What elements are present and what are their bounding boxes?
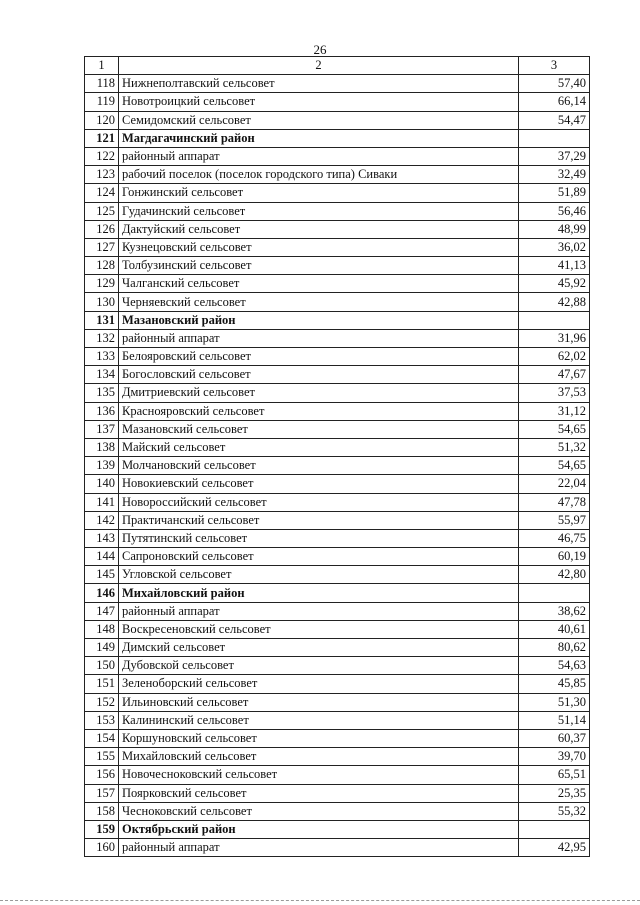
row-name: Путятинский сельсовет [119, 529, 519, 547]
row-name: Октябрьский район [119, 820, 519, 838]
row-name: Дмитриевский сельсовет [119, 384, 519, 402]
row-name: районный аппарат [119, 147, 519, 165]
row-value: 80,62 [519, 639, 590, 657]
row-value: 37,53 [519, 384, 590, 402]
table-row [85, 93, 590, 111]
row-number: 158 [85, 802, 119, 820]
table-row [85, 184, 590, 202]
row-value: 60,37 [519, 729, 590, 747]
row-value: 54,47 [519, 111, 590, 129]
row-number: 122 [85, 147, 119, 165]
row-value: 22,04 [519, 475, 590, 493]
row-name: Михайловский сельсовет [119, 748, 519, 766]
table-row [85, 384, 590, 402]
row-value: 47,78 [519, 493, 590, 511]
table-row [85, 457, 590, 475]
row-name: Новокиевский сельсовет [119, 475, 519, 493]
row-value [519, 129, 590, 147]
row-name: Гудачинский сельсовет [119, 202, 519, 220]
row-value: 32,49 [519, 166, 590, 184]
row-value: 51,89 [519, 184, 590, 202]
header-col-2: 2 [119, 57, 519, 75]
row-value [519, 584, 590, 602]
table-row [85, 802, 590, 820]
row-number: 139 [85, 457, 119, 475]
table-row [85, 784, 590, 802]
row-value: 46,75 [519, 529, 590, 547]
row-name: Ильиновский сельсовет [119, 693, 519, 711]
table-row [85, 202, 590, 220]
row-number: 119 [85, 93, 119, 111]
data-table [84, 56, 590, 857]
row-name: Майский сельсовет [119, 438, 519, 456]
table-row [85, 602, 590, 620]
row-name: Новотроицкий сельсовет [119, 93, 519, 111]
page-number: 26 [313, 42, 327, 57]
row-name: Зеленоборский сельсовет [119, 675, 519, 693]
header-col-3: 3 [519, 57, 590, 75]
row-name: районный аппарат [119, 839, 519, 857]
row-value: 54,65 [519, 457, 590, 475]
table-row [85, 548, 590, 566]
row-name: Угловской сельсовет [119, 566, 519, 584]
table-row [85, 75, 590, 93]
row-name: Воскресеновский сельсовет [119, 620, 519, 638]
table-row [85, 529, 590, 547]
table-row [85, 493, 590, 511]
row-number: 134 [85, 366, 119, 384]
row-number: 141 [85, 493, 119, 511]
table-row [85, 111, 590, 129]
table-row [85, 511, 590, 529]
row-value: 45,92 [519, 275, 590, 293]
header-col-1: 1 [85, 57, 119, 75]
row-number: 125 [85, 202, 119, 220]
row-name: Толбузинский сельсовет [119, 257, 519, 275]
row-number: 118 [85, 75, 119, 93]
row-value: 40,61 [519, 620, 590, 638]
row-name: Мазановский сельсовет [119, 420, 519, 438]
row-name: Димский сельсовет [119, 639, 519, 657]
table-row [85, 348, 590, 366]
row-name: Практичанский сельсовет [119, 511, 519, 529]
row-number: 149 [85, 639, 119, 657]
row-name: Гонжинский сельсовет [119, 184, 519, 202]
row-value: 38,62 [519, 602, 590, 620]
row-value: 45,85 [519, 675, 590, 693]
row-value: 65,51 [519, 766, 590, 784]
row-number: 129 [85, 275, 119, 293]
row-name: Дубовской сельсовет [119, 657, 519, 675]
row-number: 127 [85, 238, 119, 256]
row-name: Богословский сельсовет [119, 366, 519, 384]
row-value: 48,99 [519, 220, 590, 238]
table-row [85, 166, 590, 184]
row-name: Дактуйский сельсовет [119, 220, 519, 238]
row-value: 55,32 [519, 802, 590, 820]
row-value: 31,12 [519, 402, 590, 420]
table-row [85, 220, 590, 238]
table-row [85, 693, 590, 711]
row-name: Чалганский сельсовет [119, 275, 519, 293]
row-name: Белояровский сельсовет [119, 348, 519, 366]
row-number: 146 [85, 584, 119, 602]
row-value: 55,97 [519, 511, 590, 529]
row-value: 54,65 [519, 420, 590, 438]
row-number: 137 [85, 420, 119, 438]
row-number: 147 [85, 602, 119, 620]
table-row [85, 475, 590, 493]
row-value: 62,02 [519, 348, 590, 366]
row-name: Михайловский район [119, 584, 519, 602]
table-row [85, 766, 590, 784]
row-name: Кузнецовский сельсовет [119, 238, 519, 256]
row-name: Мазановский район [119, 311, 519, 329]
row-number: 150 [85, 657, 119, 675]
row-number: 135 [85, 384, 119, 402]
row-number: 153 [85, 711, 119, 729]
row-name: рабочий поселок (поселок городского типа) Сиваки [119, 166, 519, 184]
row-number: 159 [85, 820, 119, 838]
row-value: 57,40 [519, 75, 590, 93]
row-name: Чесноковский сельсовет [119, 802, 519, 820]
row-name: Магдагачинский район [119, 129, 519, 147]
row-value: 51,32 [519, 438, 590, 456]
row-value: 47,67 [519, 366, 590, 384]
row-number: 145 [85, 566, 119, 584]
row-value: 41,13 [519, 257, 590, 275]
table-row [85, 639, 590, 657]
table-row [85, 620, 590, 638]
header-row [85, 57, 590, 75]
row-number: 132 [85, 329, 119, 347]
row-number: 136 [85, 402, 119, 420]
row-number: 124 [85, 184, 119, 202]
row-value: 56,46 [519, 202, 590, 220]
district-row [85, 584, 590, 602]
row-number: 151 [85, 675, 119, 693]
row-value [519, 820, 590, 838]
row-value: 54,63 [519, 657, 590, 675]
table-row [85, 566, 590, 584]
table-row [85, 329, 590, 347]
row-value: 25,35 [519, 784, 590, 802]
row-number: 126 [85, 220, 119, 238]
row-value: 51,30 [519, 693, 590, 711]
table-row [85, 257, 590, 275]
row-value: 66,14 [519, 93, 590, 111]
row-name: Нижнеполтавский сельсовет [119, 75, 519, 93]
row-number: 154 [85, 729, 119, 747]
district-row [85, 129, 590, 147]
district-row [85, 311, 590, 329]
row-name: районный аппарат [119, 329, 519, 347]
row-number: 148 [85, 620, 119, 638]
row-value: 37,29 [519, 147, 590, 165]
district-row [85, 820, 590, 838]
table-row [85, 729, 590, 747]
row-name: Сапроновский сельсовет [119, 548, 519, 566]
row-number: 130 [85, 293, 119, 311]
table-row [85, 366, 590, 384]
row-number: 152 [85, 693, 119, 711]
table-row [85, 748, 590, 766]
row-number: 142 [85, 511, 119, 529]
row-number: 131 [85, 311, 119, 329]
row-number: 144 [85, 548, 119, 566]
row-value: 42,88 [519, 293, 590, 311]
row-name: Молчановский сельсовет [119, 457, 519, 475]
row-name: Черняевский сельсовет [119, 293, 519, 311]
table-row [85, 147, 590, 165]
table-row [85, 438, 590, 456]
page-bottom-edge [0, 900, 640, 901]
row-number: 120 [85, 111, 119, 129]
row-number: 121 [85, 129, 119, 147]
row-name: Калининский сельсовет [119, 711, 519, 729]
table-row [85, 238, 590, 256]
row-number: 138 [85, 438, 119, 456]
row-value: 60,19 [519, 548, 590, 566]
row-number: 143 [85, 529, 119, 547]
row-value: 36,02 [519, 238, 590, 256]
row-value: 39,70 [519, 748, 590, 766]
table-row [85, 275, 590, 293]
table-row [85, 657, 590, 675]
row-name: Краснояровский сельсовет [119, 402, 519, 420]
row-name: Новороссийский сельсовет [119, 493, 519, 511]
table-row [85, 293, 590, 311]
row-value: 31,96 [519, 329, 590, 347]
row-name: Новочесноковский сельсовет [119, 766, 519, 784]
row-value [519, 311, 590, 329]
row-name: районный аппарат [119, 602, 519, 620]
table-row [85, 839, 590, 857]
row-name: Коршуновский сельсовет [119, 729, 519, 747]
row-number: 160 [85, 839, 119, 857]
row-number: 140 [85, 475, 119, 493]
table-row [85, 675, 590, 693]
row-number: 156 [85, 766, 119, 784]
table-row [85, 711, 590, 729]
row-number: 133 [85, 348, 119, 366]
row-name: Семидомский сельсовет [119, 111, 519, 129]
row-number: 123 [85, 166, 119, 184]
row-number: 157 [85, 784, 119, 802]
row-value: 42,80 [519, 566, 590, 584]
row-name: Поярковский сельсовет [119, 784, 519, 802]
row-number: 155 [85, 748, 119, 766]
row-value: 42,95 [519, 839, 590, 857]
row-number: 128 [85, 257, 119, 275]
table-row [85, 420, 590, 438]
table-row [85, 402, 590, 420]
row-value: 51,14 [519, 711, 590, 729]
